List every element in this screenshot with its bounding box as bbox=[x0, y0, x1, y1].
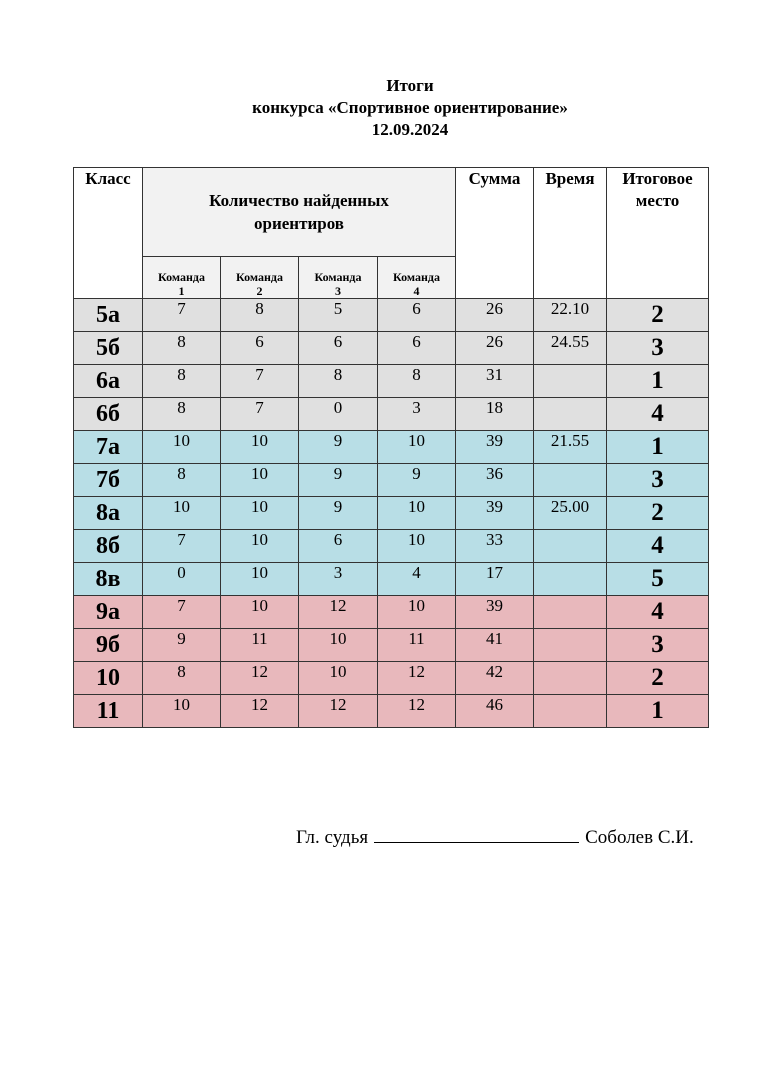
time-cell bbox=[534, 530, 607, 563]
team-4-cell: 12 bbox=[378, 695, 456, 728]
team-3-cell: 5 bbox=[299, 299, 378, 332]
team-1-cell: 8 bbox=[143, 332, 221, 365]
team-2-cell: 7 bbox=[221, 365, 299, 398]
team-1-cell: 7 bbox=[143, 299, 221, 332]
team-4-cell: 10 bbox=[378, 530, 456, 563]
place-cell: 4 bbox=[607, 596, 709, 629]
class-cell: 5б bbox=[74, 332, 143, 365]
place-cell: 1 bbox=[607, 695, 709, 728]
team-4-cell: 4 bbox=[378, 563, 456, 596]
header-found bbox=[143, 168, 456, 257]
title-line-1: Итоги bbox=[386, 76, 434, 95]
team-2-cell: 12 bbox=[221, 662, 299, 695]
class-cell: 7б bbox=[74, 464, 143, 497]
place-cell: 3 bbox=[607, 464, 709, 497]
sum-cell: 18 bbox=[456, 398, 534, 431]
team-3-cell: 10 bbox=[299, 662, 378, 695]
signature-block bbox=[296, 826, 716, 849]
header-place bbox=[607, 168, 709, 299]
table-row bbox=[74, 695, 709, 728]
team-1-cell: 7 bbox=[143, 530, 221, 563]
team-3-cell: 0 bbox=[299, 398, 378, 431]
team-4-cell: 11 bbox=[378, 629, 456, 662]
team-3-cell: 10 bbox=[299, 629, 378, 662]
sum-cell: 39 bbox=[456, 431, 534, 464]
table-row bbox=[74, 299, 709, 332]
team-1-cell: 8 bbox=[143, 398, 221, 431]
time-cell bbox=[534, 563, 607, 596]
time-cell: 22.10 bbox=[534, 299, 607, 332]
judge-name: Соболев С.И. bbox=[585, 827, 694, 848]
team-3-cell: 12 bbox=[299, 695, 378, 728]
place-cell: 3 bbox=[607, 332, 709, 365]
place-cell: 5 bbox=[607, 563, 709, 596]
team-2-cell: 10 bbox=[221, 563, 299, 596]
table-row bbox=[74, 563, 709, 596]
time-cell bbox=[534, 464, 607, 497]
sum-cell: 26 bbox=[456, 332, 534, 365]
team-1-cell: 8 bbox=[143, 365, 221, 398]
team-3-cell: 8 bbox=[299, 365, 378, 398]
team-4-cell: 6 bbox=[378, 332, 456, 365]
header-place-label: Итоговое место bbox=[622, 169, 693, 210]
class-cell: 11 bbox=[74, 695, 143, 728]
team-3-cell: 9 bbox=[299, 431, 378, 464]
header-sum: Сумма bbox=[456, 168, 534, 299]
team-2-cell: 10 bbox=[221, 431, 299, 464]
class-cell: 5а bbox=[74, 299, 143, 332]
team-3-cell: 9 bbox=[299, 497, 378, 530]
team-1-cell: 8 bbox=[143, 464, 221, 497]
team-1-cell: 0 bbox=[143, 563, 221, 596]
judge-role: Гл. судья bbox=[296, 827, 369, 848]
class-cell: 8б bbox=[74, 530, 143, 563]
team-2-cell: 11 bbox=[221, 629, 299, 662]
team-4-cell: 6 bbox=[378, 299, 456, 332]
place-cell: 1 bbox=[607, 365, 709, 398]
header-team-4: Команда 4 bbox=[378, 257, 456, 299]
sum-cell: 26 bbox=[456, 299, 534, 332]
table-row bbox=[74, 464, 709, 497]
table-row bbox=[74, 365, 709, 398]
team-2-cell: 10 bbox=[221, 497, 299, 530]
table-row bbox=[74, 398, 709, 431]
time-cell bbox=[534, 629, 607, 662]
team-4-cell: 8 bbox=[378, 365, 456, 398]
class-cell: 8а bbox=[74, 497, 143, 530]
table-row bbox=[74, 431, 709, 464]
sum-cell: 39 bbox=[456, 596, 534, 629]
team-2-cell: 10 bbox=[221, 596, 299, 629]
header-class: Класс bbox=[74, 168, 143, 299]
team-3-cell: 6 bbox=[299, 530, 378, 563]
team-4-cell: 9 bbox=[378, 464, 456, 497]
place-cell: 2 bbox=[607, 497, 709, 530]
table-row bbox=[74, 497, 709, 530]
team-1-cell: 7 bbox=[143, 596, 221, 629]
team-4-cell: 10 bbox=[378, 431, 456, 464]
place-cell: 2 bbox=[607, 299, 709, 332]
team-4-cell: 10 bbox=[378, 497, 456, 530]
team-3-cell: 12 bbox=[299, 596, 378, 629]
time-cell bbox=[534, 596, 607, 629]
sum-cell: 17 bbox=[456, 563, 534, 596]
title-date: 12.09.2024 bbox=[371, 120, 449, 139]
time-cell bbox=[534, 365, 607, 398]
class-cell: 9б bbox=[74, 629, 143, 662]
time-cell: 24.55 bbox=[534, 332, 607, 365]
table-row bbox=[74, 596, 709, 629]
team-1-cell: 10 bbox=[143, 695, 221, 728]
title-line-2: конкурса «Спортивное ориентирование» bbox=[252, 98, 568, 117]
team-2-cell: 12 bbox=[221, 695, 299, 728]
team-1-cell: 8 bbox=[143, 662, 221, 695]
team-3-cell: 3 bbox=[299, 563, 378, 596]
time-cell: 25.00 bbox=[534, 497, 607, 530]
class-cell: 6а bbox=[74, 365, 143, 398]
team-4-cell: 3 bbox=[378, 398, 456, 431]
class-cell: 10 bbox=[74, 662, 143, 695]
time-cell bbox=[534, 695, 607, 728]
place-cell: 4 bbox=[607, 398, 709, 431]
sum-cell: 31 bbox=[456, 365, 534, 398]
sum-cell: 36 bbox=[456, 464, 534, 497]
header-row bbox=[74, 168, 709, 257]
header-time: Время bbox=[534, 168, 607, 299]
sum-cell: 33 bbox=[456, 530, 534, 563]
team-1-cell: 9 bbox=[143, 629, 221, 662]
sum-cell: 46 bbox=[456, 695, 534, 728]
signature-line bbox=[374, 826, 579, 843]
time-cell: 21.55 bbox=[534, 431, 607, 464]
team-2-cell: 10 bbox=[221, 464, 299, 497]
place-cell: 2 bbox=[607, 662, 709, 695]
time-cell bbox=[534, 662, 607, 695]
team-1-cell: 10 bbox=[143, 431, 221, 464]
class-cell: 6б bbox=[74, 398, 143, 431]
team-3-cell: 6 bbox=[299, 332, 378, 365]
class-cell: 9а bbox=[74, 596, 143, 629]
team-4-cell: 10 bbox=[378, 596, 456, 629]
team-3-cell: 9 bbox=[299, 464, 378, 497]
table-row bbox=[74, 629, 709, 662]
class-cell: 7а bbox=[74, 431, 143, 464]
sum-cell: 39 bbox=[456, 497, 534, 530]
header-team-2: Команда 2 bbox=[221, 257, 299, 299]
team-2-cell: 8 bbox=[221, 299, 299, 332]
sum-cell: 42 bbox=[456, 662, 534, 695]
table-row bbox=[74, 662, 709, 695]
place-cell: 3 bbox=[607, 629, 709, 662]
header-team-3: Команда 3 bbox=[299, 257, 378, 299]
sum-cell: 41 bbox=[456, 629, 534, 662]
results-table bbox=[73, 167, 709, 728]
place-cell: 4 bbox=[607, 530, 709, 563]
header-found-label: Количество найденных ориентиров bbox=[209, 191, 389, 233]
team-1-cell: 10 bbox=[143, 497, 221, 530]
class-cell: 8в bbox=[74, 563, 143, 596]
team-2-cell: 6 bbox=[221, 332, 299, 365]
table-row bbox=[74, 530, 709, 563]
team-4-cell: 12 bbox=[378, 662, 456, 695]
team-2-cell: 10 bbox=[221, 530, 299, 563]
header-team-1: Команда 1 bbox=[143, 257, 221, 299]
time-cell bbox=[534, 398, 607, 431]
document-title bbox=[0, 75, 764, 141]
place-cell: 1 bbox=[607, 431, 709, 464]
table-row bbox=[74, 332, 709, 365]
team-2-cell: 7 bbox=[221, 398, 299, 431]
